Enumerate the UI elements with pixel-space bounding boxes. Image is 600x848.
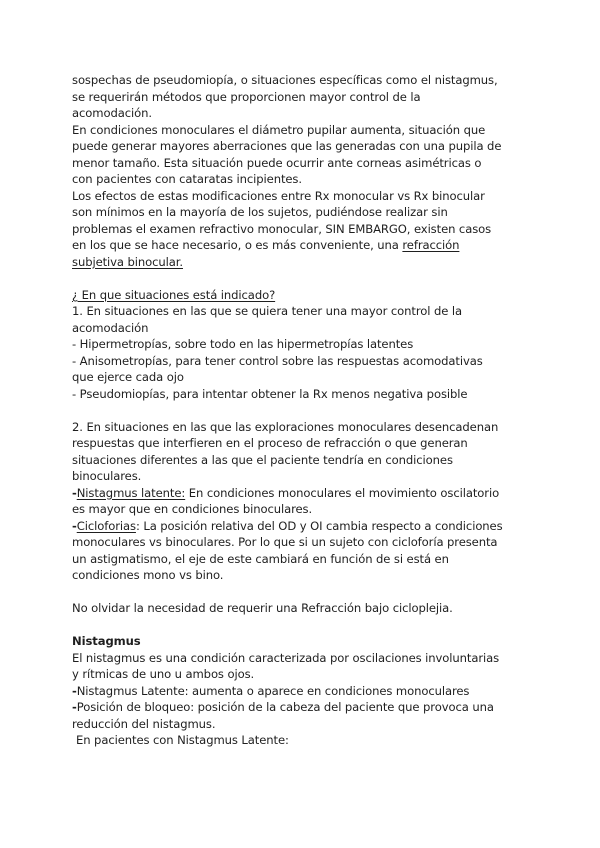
bullet-dash: -: [72, 700, 77, 714]
note-line: No olvidar la necesidad de requerir una Refracción bajo cicloplejia.: [72, 601, 453, 615]
bullet-item: - Pseudomiopías, para intentar obtener la Rx menos negativa posible: [72, 386, 468, 401]
paragraph-line: El nistagmus es una condición caracterizada por oscilaciones involuntarias: [72, 650, 500, 665]
section-question: ¿ En que situaciones está indicado?: [72, 287, 276, 302]
bullet-item: - Anisometropías, para tener control sobre las respuestas acomodativas: [72, 353, 483, 368]
paragraph-line: [72, 237, 542, 254]
paragraph-line: con pacientes con cataratas incipientes.: [72, 172, 302, 186]
bullet-text: Nistagmus Latente: aumenta o aparece en condiciones monoculares: [76, 683, 470, 698]
list-item: 2. En situaciones en las que las exploraciones monoculares desencadenan: [72, 419, 499, 434]
list-item-continued: situaciones diferentes a las que el paciente tendría en condiciones: [72, 452, 453, 467]
blank-line: [72, 402, 542, 419]
list-item-continued: binoculares.: [72, 469, 142, 483]
section-heading: Nistagmus: [72, 634, 141, 648]
bullet-item-continued: que ejerce cada ojo: [72, 370, 184, 384]
blank-line: [72, 617, 542, 634]
bullet-item: - Hipermetropías, sobre todo en las hipermetropías latentes: [72, 337, 414, 351]
term-cicloforias: Cicloforias: [76, 518, 136, 533]
paragraph-line: y rítmicas de uno u ambos ojos.: [72, 667, 255, 681]
bullet-dash: -: [72, 485, 77, 500]
document-body: [72, 72, 542, 749]
bullet-item-cicloforias: [72, 518, 542, 535]
bullet-dash: -: [72, 683, 77, 698]
paragraph-line: problemas el examen refractivo monocular, SIN EMBARGO, existen casos: [72, 221, 492, 236]
blank-line: [72, 584, 542, 601]
paragraph-line: sospechas de pseudomiopía, o situaciones específicas como el nistagmus,: [72, 73, 498, 87]
refraccion-link[interactable]: refracción: [402, 238, 460, 252]
bullet-item-nistagmus: [72, 485, 542, 502]
blank-line: [72, 270, 542, 287]
term-description: : La posición relativa del OD y OI cambia respecto a condiciones: [135, 518, 503, 533]
refraccion-link-continued[interactable]: subjetiva binocular.: [72, 254, 183, 269]
paragraph-line: puede generar mayores aberraciones que las generadas con una pupila de: [72, 139, 502, 153]
list-item: 1. En situaciones en las que se quiera tener una mayor control de la: [72, 304, 462, 318]
paragraph-line: menor tamaño. Esta situación puede ocurrir ante corneas asimétricas o: [72, 155, 482, 170]
list-item-continued: acomodación: [72, 320, 149, 335]
line-text: en los que se hace necesario, o es más conveniente, una: [72, 238, 403, 252]
paragraph-line: Los efectos de estas modificaciones entre Rx monocular vs Rx binocular: [72, 188, 485, 203]
bullet-text: Posición de bloqueo: posición de la cabeza del paciente que provoca una: [76, 700, 494, 714]
bullet-item-continued: monoculares vs binoculares. Por lo que si un sujeto con cicloforía presenta: [72, 535, 498, 549]
bullet-item-continued: condiciones mono vs bino.: [72, 568, 224, 582]
bullet-item-continued: un astigmatismo, el eje de este cambiará en función de si está en: [72, 551, 449, 566]
paragraph-line: En pacientes con Nistagmus Latente:: [76, 733, 289, 747]
term-nistagmus-latente: Nistagmus latente:: [76, 485, 186, 500]
paragraph-line: [72, 254, 542, 271]
bullet-dash: -: [72, 518, 77, 533]
bullet-item-continued: reducción del nistagmus.: [72, 716, 216, 731]
paragraph-line: se requerirán métodos que proporcionen mayor control de la: [72, 89, 421, 104]
term-description: En condiciones monoculares el movimiento oscilatorio: [185, 485, 500, 500]
bullet-item: [72, 699, 542, 716]
bullet-item-continued: es mayor que en condiciones binoculares.: [72, 502, 313, 516]
bullet-item: [72, 683, 542, 700]
paragraph-line: acomodación.: [72, 106, 152, 120]
list-item-continued: respuestas que interfieren en el proceso de refracción o que generan: [72, 436, 468, 450]
paragraph-line: En condiciones monoculares el diámetro pupilar aumenta, situación que: [72, 122, 486, 137]
paragraph-line: son mínimos en la mayoría de los sujetos, pudiéndose realizar sin: [72, 205, 448, 219]
